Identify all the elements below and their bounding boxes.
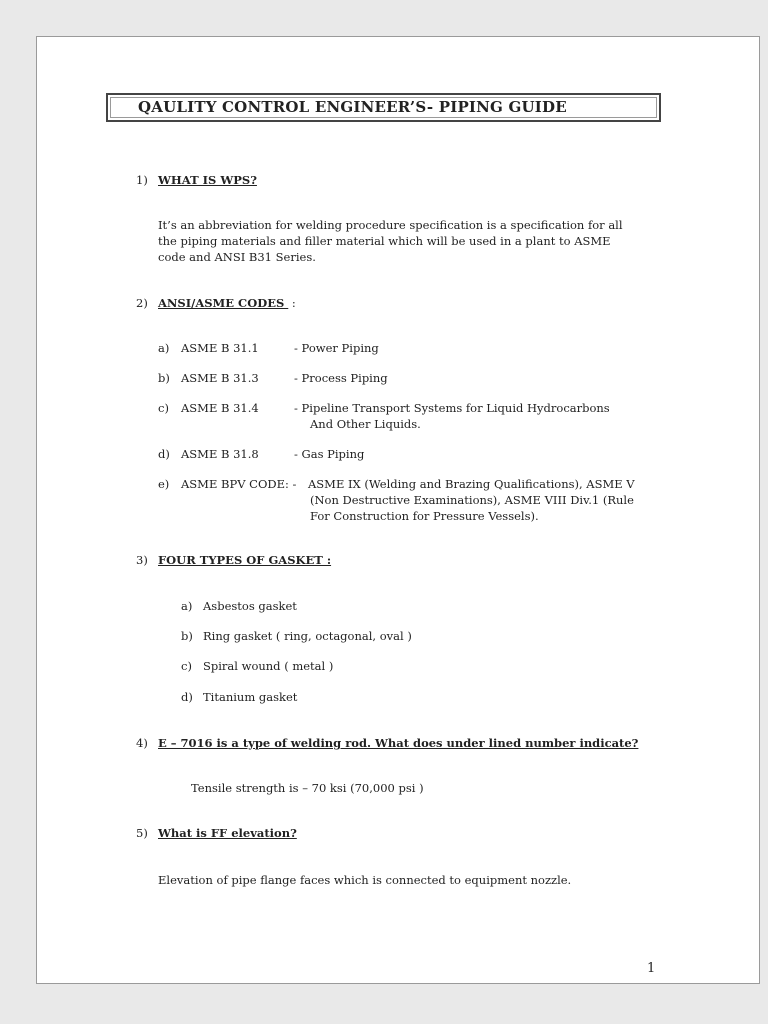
title-box [106, 93, 661, 122]
section-1-paragraph-line: It’s an abbreviation for welding procedure specification is a specification for all [158, 218, 623, 232]
gasket-item-marker: a) [181, 599, 193, 613]
code-item-desc: - Power Piping [294, 341, 379, 355]
section-4-number: 4) [136, 736, 148, 750]
code-item-desc: - Gas Piping [294, 447, 365, 461]
section-1-number: 1) [136, 173, 148, 187]
code-item-desc: - Pipeline Transport Systems for Liquid Hydrocarbons [294, 401, 610, 415]
gasket-item-marker: c) [181, 659, 192, 673]
gasket-item-text: Titanium gasket [203, 690, 298, 704]
section-3-heading: FOUR TYPES OF GASKET : [158, 553, 332, 567]
section-1-paragraph-line: the piping materials and filler material which will be used in a plant to ASME [158, 234, 611, 248]
section-2-heading-colon: : [291, 296, 296, 310]
section-5-answer: Elevation of pipe flange faces which is connected to equipment nozzle. [158, 873, 572, 887]
section-2-heading: ANSI/ASME CODES [158, 296, 289, 310]
code-item-desc: - Process Piping [294, 371, 388, 385]
gasket-item-text: Asbestos gasket [203, 599, 297, 613]
code-item-marker: c) [158, 401, 169, 415]
section-5-heading: What is FF elevation? [158, 826, 297, 840]
section-2-number: 2) [136, 296, 148, 310]
section-1-paragraph-line: code and ANSI B31 Series. [158, 250, 316, 264]
code-item-code: ASME B 31.3 [181, 371, 259, 385]
section-5-number: 5) [136, 826, 148, 840]
section-1-heading: WHAT IS WPS? [158, 173, 257, 187]
code-item-code: ASME BPV CODE: - [181, 477, 297, 491]
section-4-heading: E – 7016 is a type of welding rod. What does under lined number indicate? [158, 736, 639, 750]
code-item-code: ASME B 31.4 [181, 401, 259, 415]
page-title: QAULITY CONTROL ENGINEER’S- PIPING GUIDE [138, 98, 567, 116]
page-number: 1 [647, 961, 656, 976]
section-2-heading-wrap [158, 295, 296, 311]
gasket-item-text: Ring gasket ( ring, octagonal, oval ) [203, 629, 412, 643]
code-item-marker: b) [158, 371, 170, 385]
code-item-marker: a) [158, 341, 170, 355]
code-item-code: ASME B 31.8 [181, 447, 259, 461]
gasket-item-marker: d) [181, 690, 193, 704]
gasket-item-marker: b) [181, 629, 193, 643]
code-item-desc: (Non Destructive Examinations), ASME VIII Div.1 (Rule [310, 493, 634, 507]
section-4-answer: Tensile strength is – 70 ksi (70,000 psi ) [191, 781, 424, 795]
code-item-code: ASME B 31.1 [181, 341, 259, 355]
gasket-item-text: Spiral wound ( metal ) [203, 659, 334, 673]
code-item-marker: d) [158, 447, 170, 461]
code-item-desc: For Construction for Pressure Vessels). [310, 509, 539, 523]
code-item-desc: ASME IX (Welding and Brazing Qualifications), ASME V [308, 477, 635, 491]
code-item-desc: And Other Liquids. [310, 417, 421, 431]
section-3-number: 3) [136, 553, 148, 567]
code-item-marker: e) [158, 477, 170, 491]
